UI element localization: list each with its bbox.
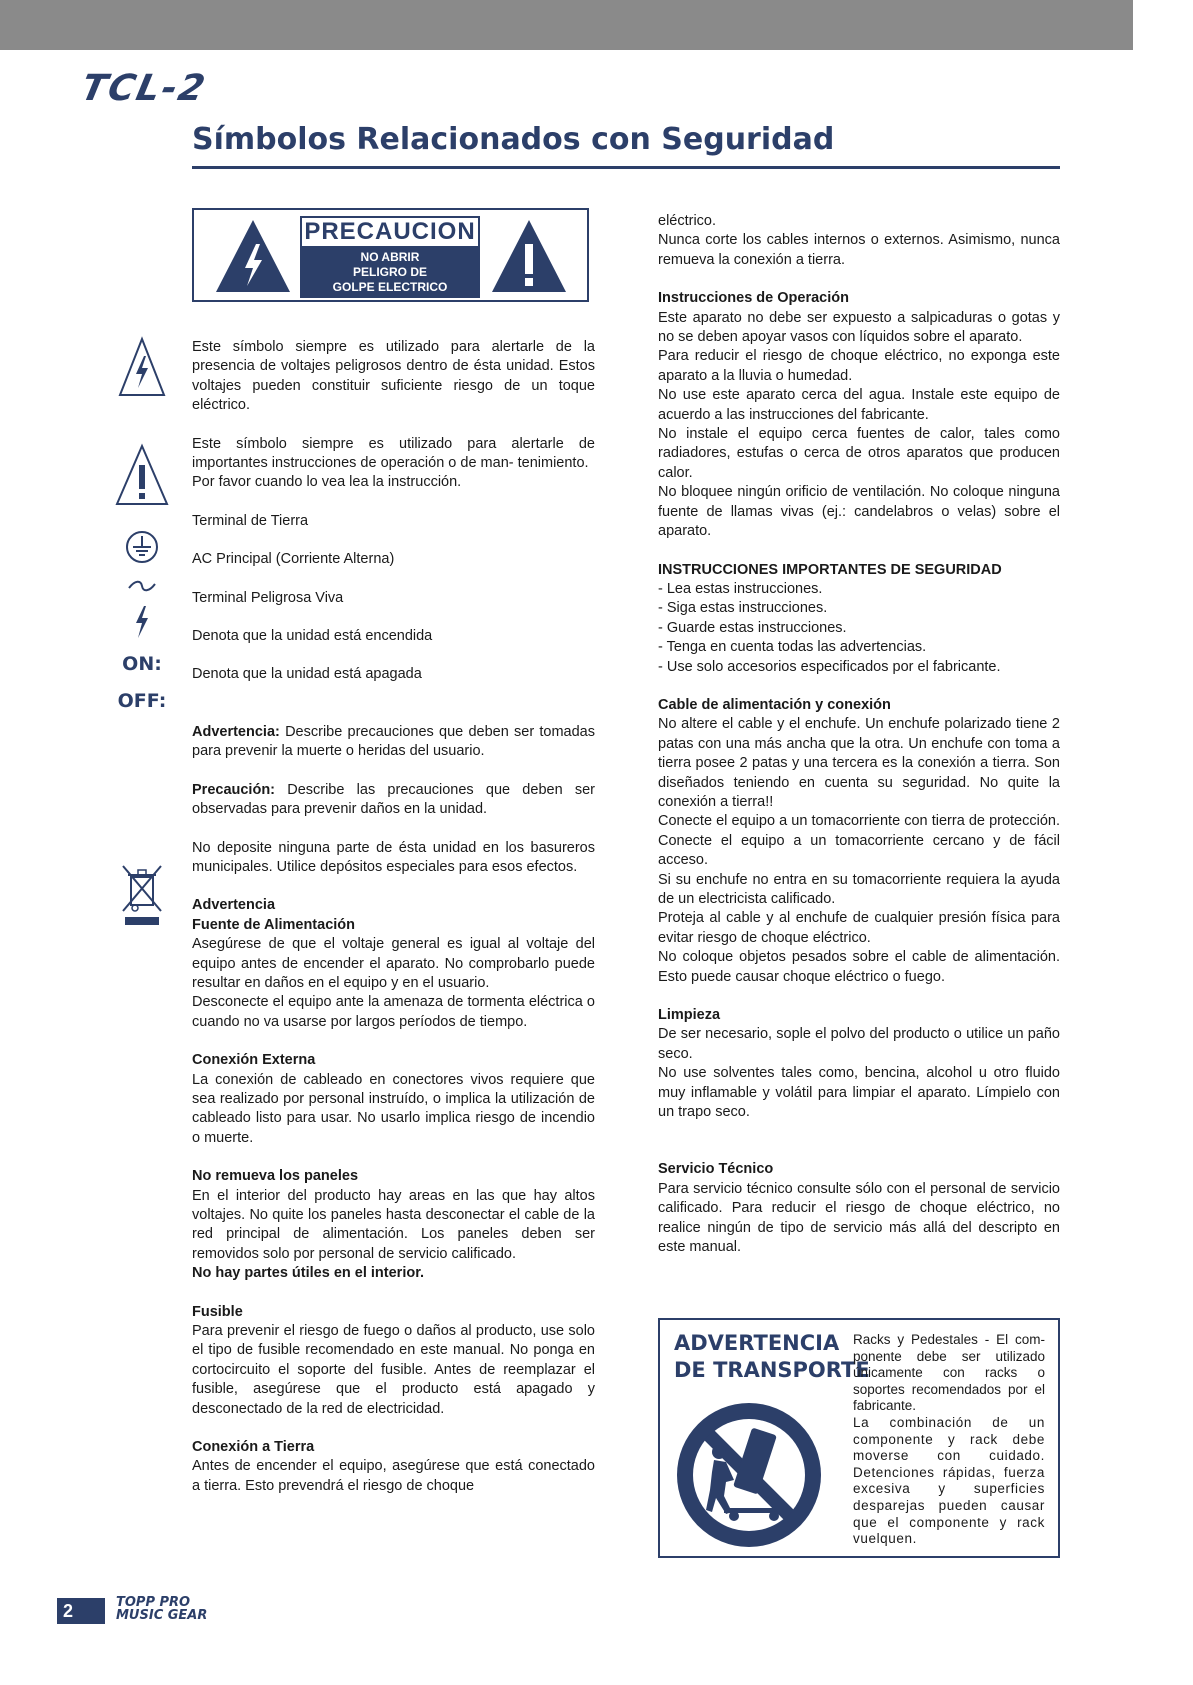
importantes-heading: INSTRUCCIONES IMPORTANTES DE SEGURIDAD [658, 561, 1002, 578]
paneles-p: En el interior del producto hay areas en las que hay altos voltajes. No quite los paneles hasta desconectar el cable de la red principal de alimentación. Los paneles deben ser removidos solo por personal de servicio calificado. [192, 1187, 595, 1262]
op-p4: No instale el equipo cerca fuentes de calor, tales como radiadores, estufas o cerca de otros aparatos que producen calor. [658, 426, 1060, 481]
exclamation-triangle-icon [112, 442, 172, 508]
advertencia-heading: Advertencia [192, 897, 276, 914]
fuente-heading: Fuente de Alimentación [192, 916, 356, 933]
imp-item: - Lea estas instrucciones. [658, 580, 823, 597]
disposal-text: No deposite ninguna parte de ésta unidad en los basureros municipales. Utilice depósitos especiales para esos efectos. [192, 839, 595, 875]
servicio-heading: Servicio Técnico [658, 1161, 774, 1178]
left-column [192, 208, 595, 1496]
externa-p: La conexión de cableado en conectores vivos requiere que sea realizado por personal instruído, o implica la utilización de cableado listo para usar. No usarlo implica riesgo de incendio o muerte. [192, 1071, 595, 1146]
limpieza-heading: Limpieza [658, 1007, 721, 1024]
cable-p2: Conecte el equipo a un tomacorriente con tierra de protección. Conecte el equipo a un tomacorriente cercano y de fácil acceso. [658, 813, 1060, 869]
caution-label-box [192, 208, 589, 302]
exclamation-symbol-text: Este símbolo siempre es utilizado para alertarle de importantes instrucciones de operación o de man- tenimiento. [192, 435, 595, 472]
cable-heading: Cable de alimentación y conexión [658, 696, 891, 713]
paneles-heading: No remueva los paneles [192, 1168, 359, 1185]
cable-p4: Proteja al cable y al enchufe de cualquier presión física para evitar riesgo de choque eléctrico. [658, 910, 1060, 946]
cont-1: eléctrico. [658, 213, 717, 229]
live-terminal-icon [112, 605, 172, 639]
limpieza-p1: De ser necesario, sople el polvo del producto o utilice un paño seco. [658, 1026, 1060, 1062]
caution-word: PRECAUCION [300, 216, 480, 248]
imp-item: - Guarde estas instrucciones. [658, 619, 847, 636]
transport-warning-title: ADVERTENCIA DE TRANSPORTE [674, 1331, 870, 1382]
transport-warning-text: Racks y Pedestales - El com- ponente debe ser utilizado únicamente con racks o soportes recomendados por el fabricante. La combinación de un componente y rack debe moverse con cuidado. Detenciones rápidas, fuerza excesiva y superficies desparejas pueden causar que el componente y rack vuelquen. [853, 1332, 1045, 1547]
page-number: 2 [57, 1598, 105, 1624]
tierra-heading: Conexión a Tierra [192, 1439, 315, 1456]
op-p5: No bloquee ningún orificio de ventilación. No coloque ninguna fuente de llamas vivas (ej.: candelabros o velas) sobre el aparato. [658, 484, 1060, 540]
ac-tilde-icon [112, 575, 172, 597]
servicio-p: Para servicio técnico consulte sólo con el personal de servicio calificado. Para reducir el riesgo de choque eléctrico, no realice ningún de tipo de servicio más allá del descripto en este manual. [658, 1180, 1060, 1256]
top-bar [0, 0, 1133, 50]
fusible-heading: Fusible [192, 1303, 243, 1320]
cable-p1: No altere el cable y el enchufe. Un enchufe polarizado tiene 2 patas con una más ancha que la otra. Un enchufe con toma a tierra posee 2 patas y una tercera es la conexión a tierra. Son diseñados teniendo en cuenta su seguridad. No quite la conexión a tierra!! [658, 716, 1060, 810]
caution-subtext: NO ABRIR PELIGRO DE GOLPE ELECTRICO [300, 248, 480, 298]
on-text: Denota que la unidad está encendida [192, 628, 433, 645]
exclamation-warning-icon [490, 218, 568, 294]
imp-item: - Use solo accesorios especificados por el fabricante. [658, 658, 1001, 675]
title-rule [192, 166, 1060, 169]
op-p1: Este aparato no debe ser expuesto a salpicaduras o gotas y no se deben apoyar vasos con líquidos sobre el aparato. [658, 309, 1060, 346]
lightning-symbol-text: Este símbolo siempre es utilizado para alertarle de la presencia de voltajes peligrosos dentro de ésta unidad. Estos voltajes pueden constituir suficiente riesgo de un toque eléctrico. [192, 339, 595, 414]
imp-item: - Siga estas instrucciones. [658, 600, 828, 617]
off-label: OFF: [117, 690, 167, 712]
lightning-warning-icon [214, 218, 292, 294]
lightning-triangle-icon [112, 334, 172, 400]
scrollbar[interactable] [1188, 0, 1193, 1685]
precaucion-def: Precaución: Describe las precauciones que deben ser observadas para prevenir daños en la unidad. [192, 781, 595, 818]
fuente-p2: Desconecte el equipo ante la amenaza de tormenta eléctrica o cuando no va usarse por largos períodos de tiempo. [192, 994, 595, 1030]
ground-text: Terminal de Tierra [192, 512, 309, 529]
cable-p3: Si su enchufe no entra en su tomacorriente requiera la ayuda de un electricista calificado. [658, 871, 1060, 907]
tcl2-logo: TCL-2 [77, 68, 211, 109]
tierra-p: Antes de encender el equipo, asegúrese que está conectado a tierra. Esto prevendrá el riesgo de choque [192, 1458, 595, 1494]
transport-warning-box [658, 1318, 1060, 1558]
ground-terminal-icon [112, 530, 172, 564]
off-text: Denota que la unidad está apagada [192, 666, 422, 683]
tipping-cart-icon [674, 1400, 824, 1550]
limpieza-p2: No use solventes tales como, bencina, alcohol u otro fluido muy inflamable y volátil para limpiar el aparato. Límpielo con un trapo seco. [658, 1065, 1060, 1121]
op-p3: No use este aparato cerca del agua. Instale este equipo de acuerdo a las instrucciones del fabricante. [658, 387, 1060, 423]
live-text: Terminal Peligrosa Viva [192, 589, 344, 606]
fusible-p: Para prevenir el riesgo de fuego o daños al producto, use solo el tipo de fusible recomendado en este manual. No ponga en cortocircuito el soporte del fusible. Antes de reemplazar el fusible, asegúrese que el producto está apagado y desconectado de la red de electricidad. [192, 1323, 595, 1417]
ac-text: AC Principal (Corriente Alterna) [192, 551, 395, 568]
cable-p5: No coloque objetos pesados sobre el cable de alimentación. Esto puede causar choque eléctrico o fuego. [658, 949, 1060, 985]
right-column [658, 212, 1060, 1258]
fuente-p1: Asegúrese de que el voltaje general es igual al voltaje del equipo antes de encender el aparato. No comprobarlo puede resultar en daños en el equipo y en el usuario. [192, 936, 595, 991]
topp-pro-logo: TOPP PRO MUSIC GEAR [116, 1595, 208, 1623]
advertencia-def: Advertencia: Describe precauciones que deben ser tomadas para prevenir la muerte o heridas del usuario. [192, 723, 595, 760]
crossed-bin-icon [112, 863, 172, 929]
imp-item: - Tenga en cuenta todas las advertencias. [658, 639, 927, 656]
exclamation-symbol-text2: Por favor cuando lo vea lea la instrucción. [192, 474, 462, 491]
paneles-bold: No hay partes útiles en el interior. [192, 1265, 425, 1282]
page-title: Símbolos Relacionados con Seguridad [192, 122, 835, 157]
op-p2: Para reducir el riesgo de choque eléctrico, no exponga este aparato a la lluvia o humedad. [658, 348, 1060, 384]
on-label: ON: [122, 653, 162, 675]
operacion-heading: Instrucciones de Operación [658, 290, 849, 307]
cont-2: Nunca corte los cables internos o externos. Asimismo, nunca remueva la conexión a tierra. [658, 232, 1060, 268]
externa-heading: Conexión Externa [192, 1052, 316, 1069]
